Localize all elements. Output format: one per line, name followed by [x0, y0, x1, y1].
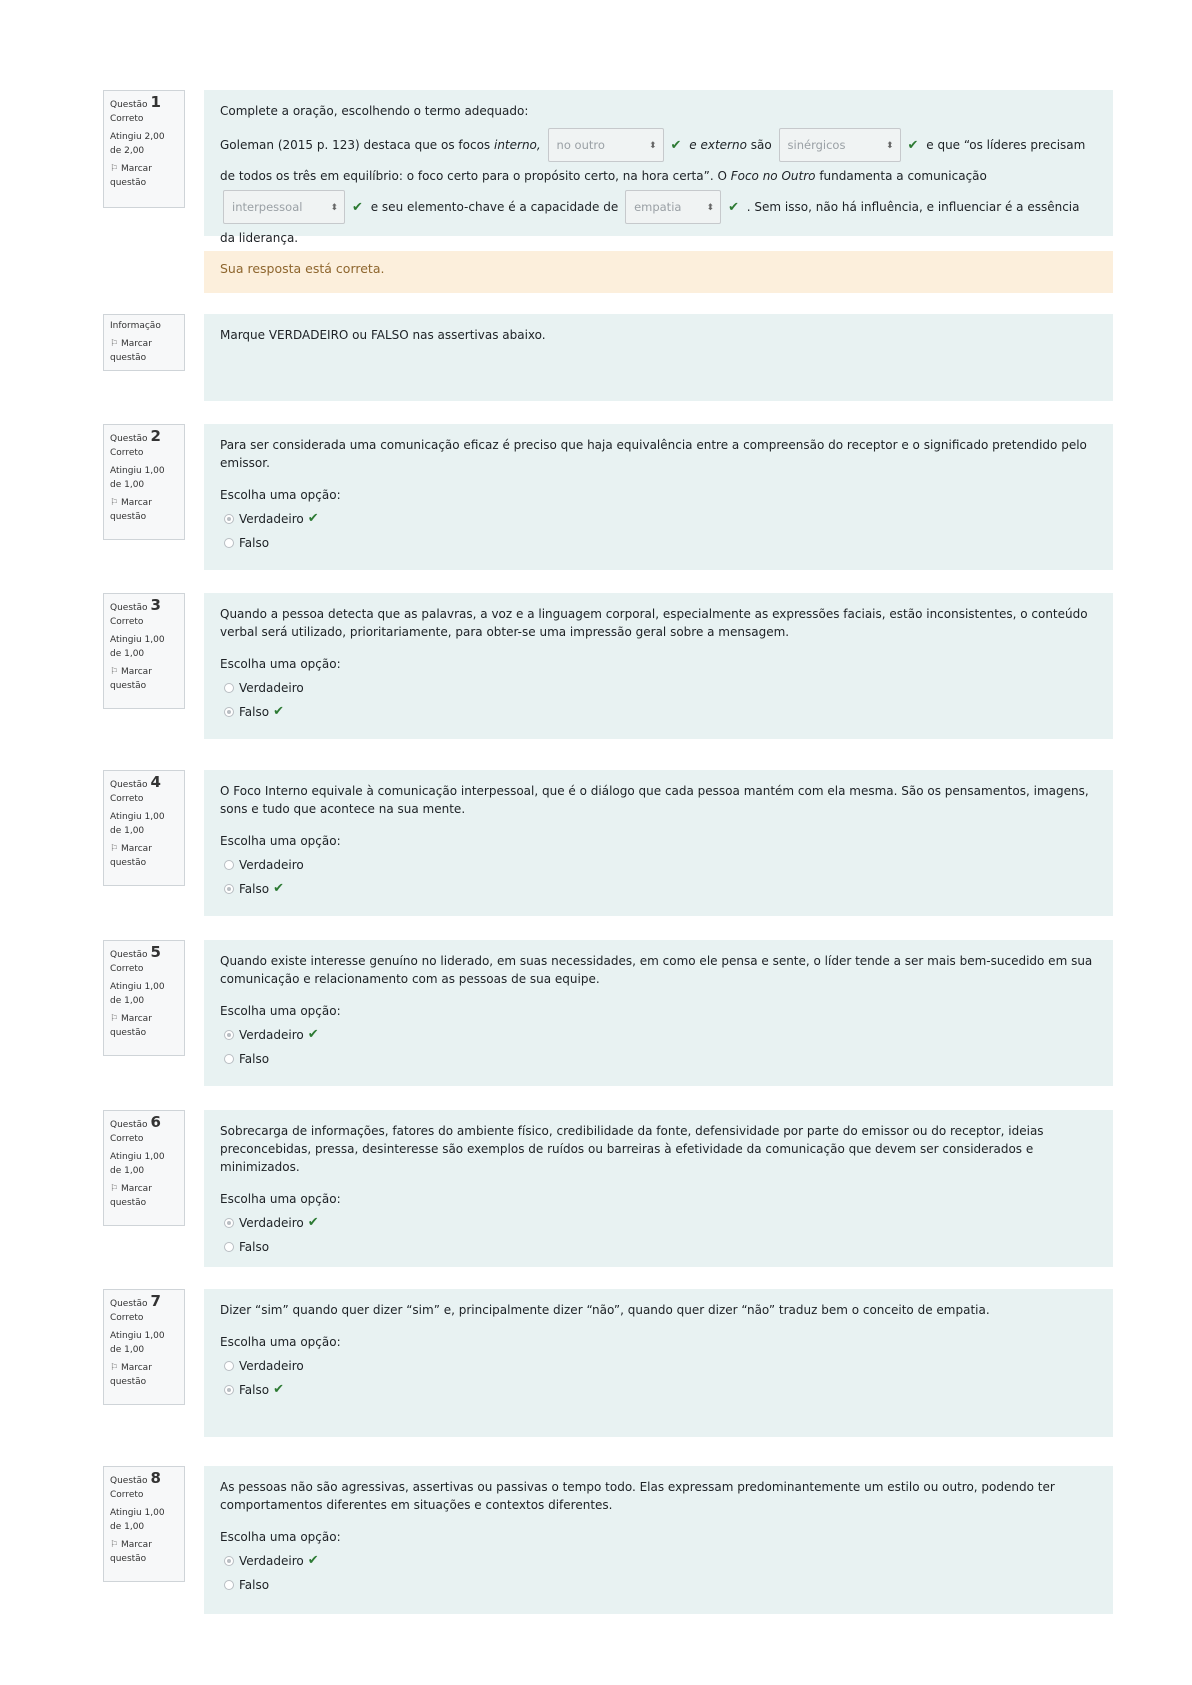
question-grade: Atingiu 1,00 de 1,00: [110, 635, 165, 659]
option-false[interactable]: Falso: [220, 1576, 1097, 1594]
flag-icon: ⚐: [110, 1014, 119, 1024]
chevron-updown-icon: ⬍: [330, 203, 338, 213]
choose-prompt: Escolha uma opção:: [220, 1004, 341, 1018]
question-text: As pessoas não são agressivas, assertivas ou passivas o tempo todo. Elas expressam predominantemente um estilo ou outro, podendo ter comportamentos diferentes em situações e contextos diferentes.: [220, 1480, 1055, 1512]
question-intro: Complete a oração, escolhendo o termo adequado:: [220, 104, 529, 118]
check-icon: ✔: [273, 704, 284, 719]
question-info-1: [103, 90, 185, 208]
question-status: Correto: [110, 114, 144, 124]
flag-question-link[interactable]: ⚐ Marcar questão: [110, 1184, 152, 1208]
radio-icon[interactable]: [224, 860, 234, 870]
question-text: Quando existe interesse genuíno no liderado, em suas necessidades, em como ele pensa e sente, o líder tende a ser mais bem-sucedido em sua comunicação e relacionamento com as pessoas de sua equipe.: [220, 954, 1093, 986]
question-content-4: [204, 770, 1113, 916]
option-true[interactable]: Verdadeiro ✔: [220, 1214, 1097, 1232]
answer-select-1[interactable]: no outro ⬍: [548, 128, 664, 162]
radio-icon[interactable]: [224, 1054, 234, 1064]
radio-icon[interactable]: [224, 1030, 234, 1040]
radio-icon[interactable]: [224, 683, 234, 693]
question-number: 7: [150, 1292, 161, 1310]
option-false[interactable]: Falso: [220, 1238, 1097, 1256]
question-grade: Atingiu 1,00 de 1,00: [110, 1331, 165, 1355]
radio-icon[interactable]: [224, 1242, 234, 1252]
flag-question-link[interactable]: ⚐ Marcar questão: [110, 1363, 152, 1387]
question-info-5: Questão 5 Correto Atingiu 1,00 de 1,00 ⚐ Marcar questão: [103, 940, 185, 1056]
radio-icon[interactable]: [224, 1218, 234, 1228]
question-status: Correto: [110, 617, 144, 627]
flag-icon: ⚐: [110, 667, 119, 677]
check-icon: ✔: [728, 200, 739, 215]
flag-question-link[interactable]: ⚐ Marcar questão: [110, 1014, 152, 1038]
question-text: Para ser considerada uma comunicação eficaz é preciso que haja equivalência entre a compreensão do receptor e o significado pretendido pelo emissor.: [220, 438, 1087, 470]
question-status: Correto: [110, 1490, 144, 1500]
option-true[interactable]: Verdadeiro: [220, 1357, 1097, 1375]
question-grade: Atingiu 1,00 de 1,00: [110, 1508, 165, 1532]
flag-icon: ⚐: [110, 1184, 119, 1194]
question-number: 5: [150, 943, 161, 961]
radio-icon[interactable]: [224, 707, 234, 717]
chevron-updown-icon: ⬍: [706, 203, 715, 213]
check-icon: ✔: [307, 1215, 319, 1230]
radio-icon[interactable]: [224, 1385, 234, 1395]
check-icon: ✔: [352, 200, 363, 215]
question-info-7: Questão 7 Correto Atingiu 1,00 de 1,00 ⚐ Marcar questão: [103, 1289, 185, 1405]
flag-icon: ⚐: [110, 498, 119, 508]
flag-icon: ⚐: [110, 1540, 119, 1550]
question-info-6: Questão 6 Correto Atingiu 1,00 de 1,00 ⚐ Marcar questão: [103, 1110, 185, 1226]
choose-prompt: Escolha uma opção:: [220, 488, 341, 502]
radio-icon[interactable]: [224, 538, 234, 548]
option-true[interactable]: Verdadeiro ✔: [220, 1552, 1097, 1570]
question-content-6: [204, 1110, 1113, 1267]
question-number: 6: [150, 1113, 161, 1131]
option-false[interactable]: Falso: [220, 1050, 1097, 1068]
check-icon: ✔: [273, 881, 284, 896]
check-icon: ✔: [307, 1027, 319, 1042]
question-text: Quando a pessoa detecta que as palavras, a voz e a linguagem corporal, especialmente as expressões faciais, estão inconsistentes, o conteúdo verbal será utilizado, prioritariamente, para obter-se uma impressão geral sobre a mensagem.: [220, 607, 1088, 639]
radio-icon[interactable]: [224, 884, 234, 894]
info-panel: [103, 314, 185, 371]
check-icon: ✔: [273, 1382, 284, 1397]
chevron-updown-icon: ⬍: [885, 141, 894, 151]
question-status: Correto: [110, 794, 144, 804]
flag-question-link[interactable]: ⚐ Marcar questão: [110, 1540, 152, 1564]
question-grade: Atingiu 1,00 de 1,00: [110, 812, 165, 836]
question-number: 8: [150, 1469, 161, 1487]
chevron-updown-icon: ⬍: [649, 141, 657, 151]
question-number: 3: [150, 596, 161, 614]
radio-icon[interactable]: [224, 1361, 234, 1371]
question-content-1: [204, 90, 1113, 245]
question-body: Goleman (2015 p. 123) destaca que os focos interno, no outro ⬍ ✔ e externo são sinérgicos ⬍ ✔ e que “os líderes precisam de todos os três em equilíbrio: o foco certo para o propósito certo, na hora certa”. O Foco no Outro fundamenta a comunicação interpessoal ⬍ ✔ e seu elemento-chave é a capacidade de empatia ⬍ ✔ . Sem isso, não há influência, e influenciar é a essência da liderança.: [220, 128, 1097, 252]
question-status: Correto: [110, 448, 144, 458]
question-grade: Atingiu 1,00 de 1,00: [110, 982, 165, 1006]
option-false[interactable]: Falso: [220, 534, 1097, 552]
choose-prompt: Escolha uma opção:: [220, 1530, 341, 1544]
flag-icon: ⚐: [110, 164, 119, 174]
option-false[interactable]: Falso ✔: [220, 880, 1097, 898]
flag-icon: ⚐: [110, 844, 119, 854]
question-number: 4: [150, 773, 161, 791]
answer-select-2[interactable]: sinérgicos ⬍: [779, 128, 901, 162]
check-icon: ✔: [670, 138, 682, 153]
radio-icon[interactable]: [224, 514, 234, 524]
radio-icon[interactable]: [224, 1580, 234, 1590]
choose-prompt: Escolha uma opção:: [220, 1192, 341, 1206]
info-content: [204, 314, 1113, 401]
answer-select-4[interactable]: empatia ⬍: [625, 190, 721, 224]
question-number: 1: [150, 93, 161, 111]
question-status: Correto: [110, 1313, 144, 1323]
feedback-correct: Sua resposta está correta.: [204, 251, 1113, 293]
answer-select-3[interactable]: interpessoal ⬍: [223, 190, 345, 224]
flag-question-link[interactable]: ⚐ Marcar questão: [110, 164, 152, 188]
question-status: Correto: [110, 964, 144, 974]
question-grade: Atingiu 1,00 de 1,00: [110, 1152, 165, 1176]
flag-icon: ⚐: [110, 339, 119, 349]
choose-prompt: Escolha uma opção:: [220, 834, 341, 848]
info-text: Marque VERDADEIRO ou FALSO nas assertivas abaixo.: [220, 328, 546, 342]
option-true[interactable]: Verdadeiro ✔: [220, 510, 1097, 528]
question-grade: Atingiu 2,00 de 2,00: [110, 132, 165, 156]
question-content-2: [204, 424, 1113, 570]
question-status: Correto: [110, 1134, 144, 1144]
flag-question-link[interactable]: ⚐ Marcar questão: [110, 339, 152, 363]
flag-icon: ⚐: [110, 1363, 119, 1373]
flag-question-link[interactable]: ⚐ Marcar questão: [110, 498, 152, 522]
info-label: Informação: [110, 321, 161, 331]
choose-prompt: Escolha uma opção:: [220, 657, 341, 671]
radio-icon[interactable]: [224, 1556, 234, 1566]
question-info-2: Questão 2 Correto Atingiu 1,00 de 1,00 ⚐ Marcar questão: [103, 424, 185, 540]
option-false[interactable]: Falso ✔: [220, 703, 1097, 721]
question-info-4: Questão 4 Correto Atingiu 1,00 de 1,00 ⚐ Marcar questão: [103, 770, 185, 886]
flag-question-link[interactable]: ⚐ Marcar questão: [110, 844, 152, 868]
question-number: 2: [150, 427, 161, 445]
question-content-8: [204, 1466, 1113, 1614]
check-icon: ✔: [307, 511, 319, 526]
question-content-7: [204, 1289, 1113, 1437]
option-true[interactable]: Verdadeiro: [220, 856, 1097, 874]
question-grade: Atingiu 1,00 de 1,00: [110, 466, 165, 490]
option-true[interactable]: Verdadeiro ✔: [220, 1026, 1097, 1044]
question-label: Questão: [110, 100, 148, 110]
question-info-8: Questão 8 Correto Atingiu 1,00 de 1,00 ⚐ Marcar questão: [103, 1466, 185, 1582]
flag-question-link[interactable]: ⚐ Marcar questão: [110, 667, 152, 691]
question-text: Sobrecarga de informações, fatores do ambiente físico, credibilidade da fonte, defensividade por parte do emissor ou do receptor, ideias preconcebidas, pressa, desinteresse são exemplos de ruídos ou barreiras à efetividade da comunicação que devem ser considerados e minimizados.: [220, 1124, 1044, 1174]
question-text: Dizer “sim” quando quer dizer “sim” e, principalmente dizer “não”, quando quer dizer “não” traduz bem o conceito de empatia.: [220, 1303, 990, 1317]
check-icon: ✔: [907, 138, 919, 153]
option-false[interactable]: Falso ✔: [220, 1381, 1097, 1399]
question-content-3: [204, 593, 1113, 739]
question-content-5: [204, 940, 1113, 1086]
question-text: O Foco Interno equivale à comunicação interpessoal, que é o diálogo que cada pessoa mantém com ela mesma. São os pensamentos, imagens, sons e tudo que acontece na sua mente.: [220, 784, 1089, 816]
check-icon: ✔: [307, 1553, 319, 1568]
choose-prompt: Escolha uma opção:: [220, 1335, 341, 1349]
question-info-3: Questão 3 Correto Atingiu 1,00 de 1,00 ⚐ Marcar questão: [103, 593, 185, 709]
option-true[interactable]: Verdadeiro: [220, 679, 1097, 697]
